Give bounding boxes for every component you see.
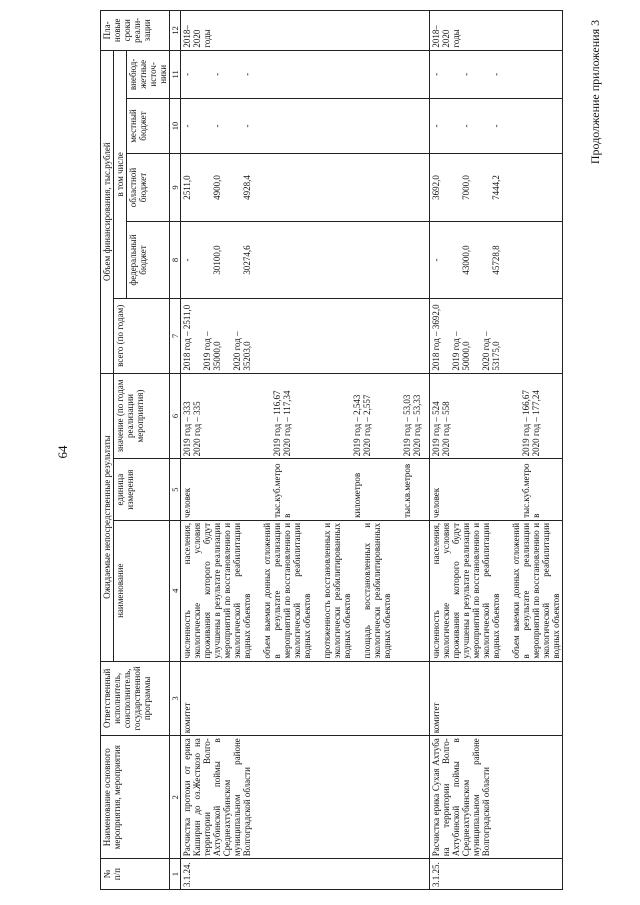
header-including: в том числе [114, 50, 127, 298]
header-result-name: наименование [114, 520, 170, 661]
column-number: 10 [170, 99, 181, 154]
result-value: 2019 год – 524 2020 год – 558 [431, 401, 451, 457]
result-name: численность населения, экологические условия проживания которого будут улучшены в результате реализации мероприятий по восстановлению и экологической реабилитации водных объектов [431, 522, 501, 659]
result-values [430, 373, 563, 459]
page-number: 64 [55, 445, 70, 459]
result-name: объем выемки донных отложений в результате реализации мероприятий по восстановлению и экологической реабилитации водных объектов [511, 522, 561, 659]
result-names [181, 520, 430, 661]
table-row [181, 11, 430, 890]
column-number: 2 [170, 736, 181, 859]
result-unit: километров [352, 472, 362, 518]
header-funding: Объем финансирования, тыс.рублей [101, 50, 114, 373]
responsible: комитет [181, 661, 430, 736]
result-name: протяженность восстановленных и экологически реабилитированных водных объектов [322, 522, 352, 659]
result-value: 2019 год – 2,543 2020 год – 2,557 [352, 394, 372, 457]
column-number: 9 [170, 153, 181, 221]
measure-name: Расчистка протоки от ерика Каширин до оз.Жесткозо на территории Волго-Ахтубинской поймы в Среднеахтубинском муниципальном районе Волгоградской области [181, 736, 430, 859]
implementation-terms: 2018–2020 годы [430, 11, 563, 51]
table-body [181, 11, 563, 890]
result-names [430, 520, 563, 661]
column-number: 7 [170, 298, 181, 373]
header-terms: Пла- новые сроки реали- зации [101, 11, 170, 51]
header-responsible: Ответственный исполнитель, соисполнитель, государственной программы [101, 661, 170, 736]
measure-name: Расчистка ерика Сухая Ахтуба на территории Волго-Ахтубинской поймы в Среднеахтубинском муниципальном районе Волгоградской области [430, 736, 563, 859]
result-unit: тыс.кв.метров [402, 463, 412, 518]
column-number: 1 [170, 859, 181, 890]
header-no: № п/п [101, 859, 170, 890]
column-number: 11 [170, 50, 181, 98]
header-results: Ожидаемые непосредственные результаты [101, 373, 114, 661]
header-result-unit: единица измерения [114, 459, 170, 521]
result-unit: человек [182, 487, 192, 518]
program-table [100, 10, 563, 890]
result-value: 2019 год – 333 2020 год – 335 [182, 401, 202, 457]
table-header [101, 11, 181, 890]
column-number: 3 [170, 661, 181, 736]
funding-federal: - 30100,0 30274,6 [181, 222, 430, 299]
result-values [181, 373, 430, 459]
result-name: объем выемки донных отложений в результате реализации мероприятий по восстановлению и экологической реабилитации водных объектов [262, 522, 312, 659]
result-value: 2019 год – 53,03 2020 год – 53,33 [402, 394, 422, 457]
funding-extrabudget: - - - [430, 50, 563, 98]
column-number: 5 [170, 459, 181, 521]
funding-local: - - - [430, 99, 563, 154]
header-extrabudget: внебюд- жетные источ- ники [127, 50, 170, 98]
funding-extrabudget: - - - [181, 50, 430, 98]
funding-total: 2018 год – 2511,0 2019 год – 35000,0 2020 год – 35203,0 [181, 298, 430, 373]
header-regional: областной бюджет [127, 153, 170, 221]
continuation-caption: Продолжение приложения 3 [588, 19, 602, 165]
result-units [181, 459, 430, 521]
column-number: 8 [170, 222, 181, 299]
header-local: местный бюджет [127, 99, 170, 154]
funding-federal: - 43000,0 45728,8 [430, 222, 563, 299]
rotated-table-wrapper [100, 10, 592, 890]
funding-total: 2018 год – 3692,0 2019 год – 50000,0 2020 год – 53175,0 [430, 298, 563, 373]
column-number: 12 [170, 11, 181, 51]
row-number: 3.1.25. [430, 859, 563, 890]
row-number: 3.1.24. [181, 859, 430, 890]
result-unit: человек [431, 487, 441, 518]
result-unit: тыс.куб.метров [521, 463, 541, 518]
column-number: 6 [170, 373, 181, 459]
result-units [430, 459, 563, 521]
responsible: комитет [430, 661, 563, 736]
column-number-row [170, 11, 181, 890]
funding-regional: 2511,0 4900,0 4928,4 [181, 153, 430, 221]
header-result-value: значение (по годам реализации мероприятия) [114, 373, 170, 459]
result-name: площадь восстановленных и экологически реабилитированных водных объектов [362, 522, 392, 659]
result-unit: тыс.куб.метров [272, 463, 292, 518]
implementation-terms: 2018–2020 годы [181, 11, 430, 51]
result-name: численность населения, экологические условия проживания которого будут улучшены в результате реализации мероприятий по восстановлению и экологической реабилитации водных объектов [182, 522, 252, 659]
result-value: 2019 год – 116,67 2020 год – 117,34 [272, 390, 292, 457]
header-federal: федеральный бюджет [127, 222, 170, 299]
column-number: 4 [170, 520, 181, 661]
table-row [430, 11, 563, 890]
header-total: всего (по годам) [114, 298, 170, 373]
funding-local: - - - [181, 99, 430, 154]
result-value: 2019 год – 166,67 2020 год – 177,24 [521, 390, 541, 457]
funding-regional: 3692,0 7000,0 7444,2 [430, 153, 563, 221]
header-name: Наименование основного мероприятия, мероприятия [101, 736, 170, 859]
